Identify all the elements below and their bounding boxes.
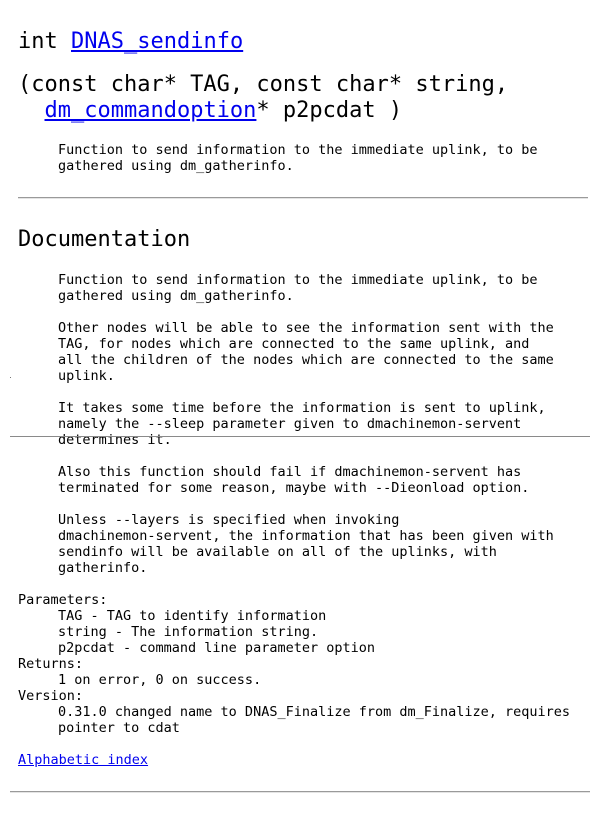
parameter-item: TAG - TAG to identify information [58,608,327,624]
bottom-divider [10,791,590,793]
function-parameters [18,72,508,124]
doc-paragraph-4: Also this function should fail if dmachinemon-servent has terminated for some reason, maybe with --Dieonload option. [58,464,530,496]
returns-label: Returns: [18,656,84,672]
doc-paragraph-3: It takes some time before the information is sent to uplink, namely the --sleep parameter given to dmachinemon-servent determines it. [58,400,546,448]
version-value: 0.31.0 changed name to DNAS_Finalize from dm_Finalize, requires pointer to cdat [58,704,571,736]
doc-paragraph-2: Other nodes will be able to see the information sent with the TAG, for nodes which are connected to the same uplink, and all the children of the nodes which are connected to the same uplink. [58,320,554,384]
parameter-item: p2pcdat - command line parameter option [58,640,375,656]
parameters-label: Parameters: [18,592,108,608]
summary-text: Function to send information to the immediate uplink, to be gathered using dm_gatherinfo. [58,142,538,174]
params-line-1: (const char* TAG, const char* string, [18,72,509,97]
documentation-heading: Documentation [18,227,191,252]
function-signature [18,28,243,56]
function-name-link[interactable]: DNAS_sendinfo [71,29,244,54]
divider [18,197,588,199]
version-label: Version: [18,688,84,704]
parameter-item: string - The information string. [58,624,319,640]
footer [18,752,148,768]
alphabetic-index-link[interactable]: Alphabetic index [18,752,149,768]
params-line-2: * p2pcdat ) [256,98,403,123]
returns-value: 1 on error, 0 on success. [58,672,262,688]
overlap-line [10,436,590,437]
param-type-link[interactable]: dm_commandoption [44,98,257,123]
doc-paragraph-5: Unless --layers is specified when invoking dmachinemon-servent, the information that has been given with sendinfo will be available on all of the uplinks, with gatherinfo. [58,512,554,576]
doc-paragraph-1: Function to send information to the immediate uplink, to be gathered using dm_gatherinfo. [58,272,538,304]
return-type: int [18,29,58,54]
stray-dot [10,377,11,378]
